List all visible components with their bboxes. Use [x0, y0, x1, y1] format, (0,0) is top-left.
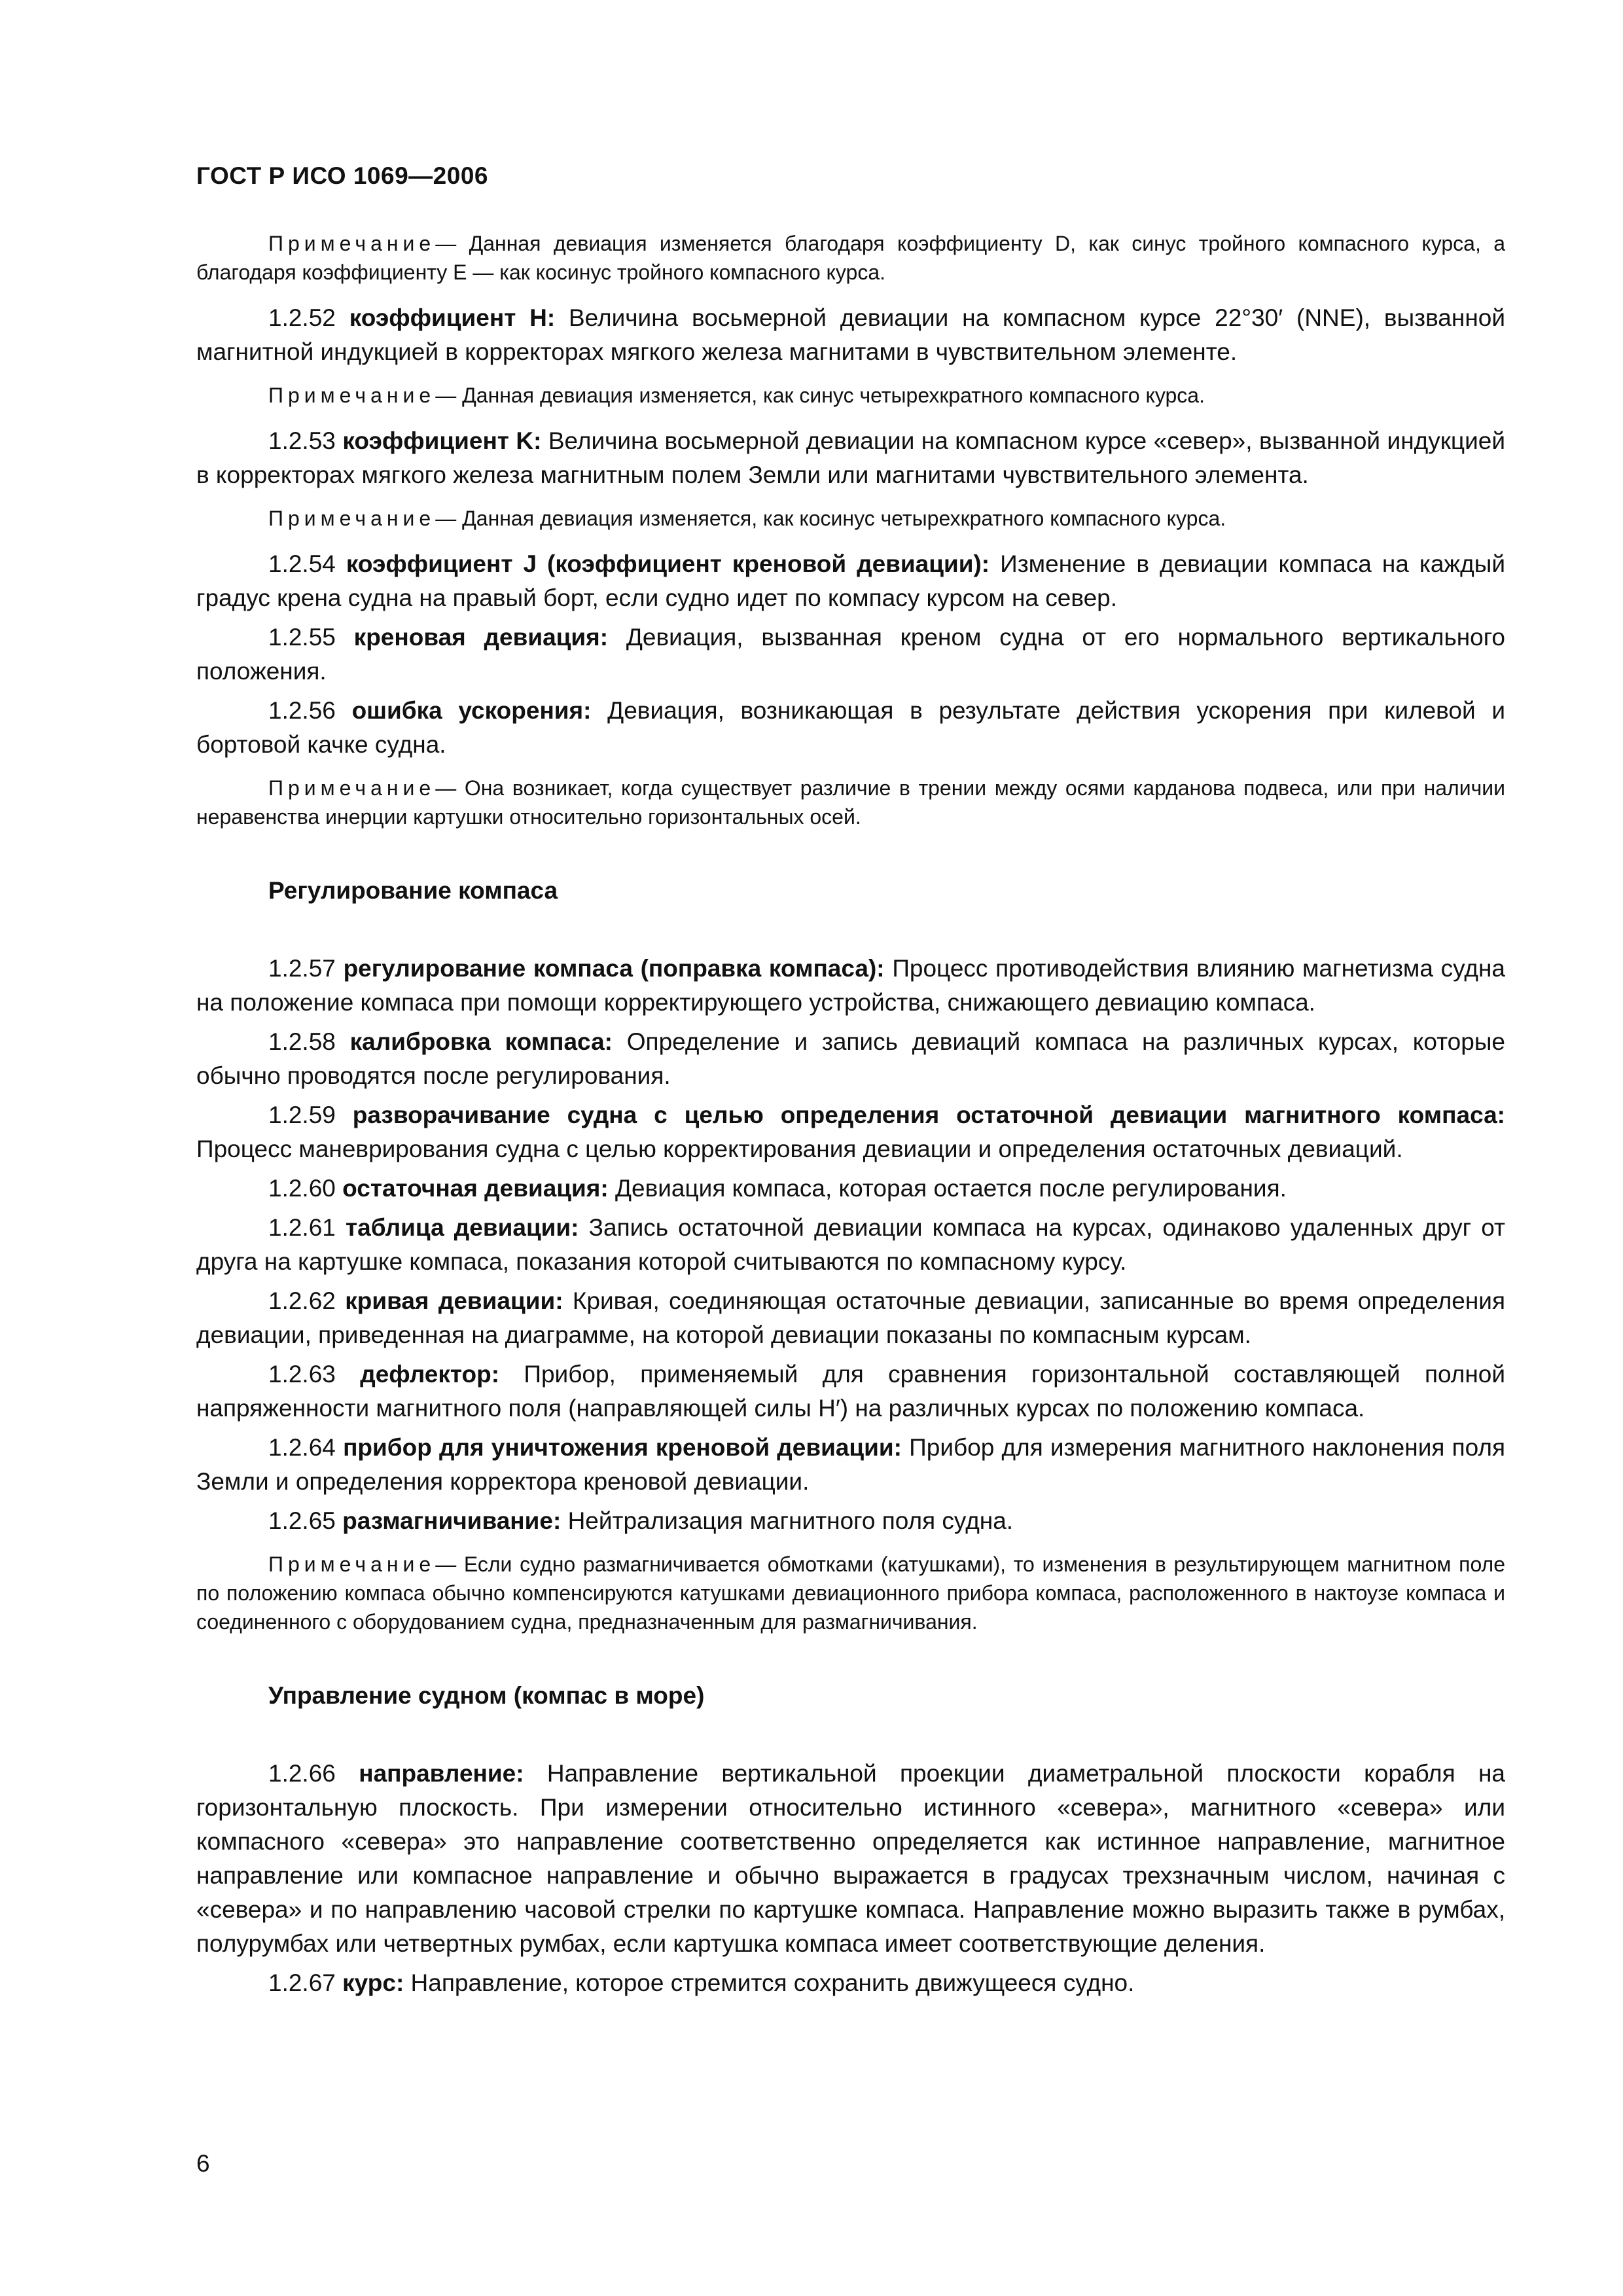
term-paragraph	[196, 1098, 1505, 1166]
note-text: — Данная девиация изменяется, как синус четырехкратного компасного курса.	[435, 384, 1205, 407]
term-definition: Величина восьмерной девиации на компасном курсе «север», вызванной индукцией в корректорах мягкого железа магнитным полем Земли или магнитами чувствительного элемента.	[196, 427, 1506, 488]
term-paragraph	[196, 301, 1505, 369]
term-paragraph	[196, 952, 1505, 1020]
term-paragraph	[196, 1504, 1505, 1538]
term-definition: Прибор для измерения магнитного наклонения поля Земли и определения корректора креновой девиации.	[196, 1434, 1506, 1495]
document-page	[196, 162, 1505, 2005]
note-label: Примечание	[268, 1552, 436, 1576]
note-label: Примечание	[268, 507, 436, 530]
term-name: прибор для уничтожения креновой девиации:	[343, 1434, 902, 1461]
note-label: Примечание	[268, 776, 436, 800]
term-definition: Нейтрализация магнитного поля судна.	[567, 1507, 1014, 1534]
term-name: разворачивание судна с целью определения остаточной девиации магнитного компаса:	[352, 1102, 1506, 1128]
term-definition: Процесс противодействия влиянию магнетизма судна на положение компаса при помощи корректирующего устройства, снижающего девиацию компаса.	[196, 955, 1505, 1016]
term-number: 1.2.54	[268, 550, 336, 577]
term-definition: Кривая, соединяющая остаточные девиации, записанные во время определения девиации, приведенная на диаграмме, на которой девиации показаны по компасным курсам.	[196, 1287, 1506, 1348]
term-name: дефлектор:	[360, 1361, 500, 1388]
note-text: — Данная девиация изменяется благодаря коэффициенту D, как синус тройного компасного курса, а благодаря коэффициенту E — как косинус тройного компасного курса.	[196, 232, 1505, 284]
term-paragraph	[196, 694, 1505, 762]
term-paragraph	[196, 1172, 1505, 1206]
term-definition: Определение и запись девиаций компаса на различных курсах, которые обычно проводятся после регулирования.	[196, 1028, 1505, 1089]
term-number: 1.2.63	[268, 1361, 336, 1388]
term-definition: Прибор, применяемый для сравнения горизонтальной составляющей полной напряженности магнитного поля (направляющей силы H′) на различных курсах по положению компаса.	[196, 1361, 1506, 1422]
term-number: 1.2.52	[268, 304, 336, 331]
term-number: 1.2.61	[268, 1214, 336, 1241]
note	[196, 1550, 1505, 1636]
section-heading: Управление судном (компас в море)	[268, 1682, 705, 1709]
term-paragraph	[196, 424, 1505, 492]
term-name: направление:	[359, 1760, 524, 1787]
term-name: курс:	[342, 1969, 404, 1996]
term-paragraph	[196, 1211, 1505, 1279]
term-number: 1.2.57	[268, 955, 336, 982]
term-definition: Девиация компаса, которая остается после регулирования.	[615, 1175, 1287, 1202]
term-name: калибровка компаса:	[349, 1028, 613, 1055]
page-number: 6	[196, 2150, 210, 2177]
term-number: 1.2.62	[268, 1287, 336, 1314]
document-header: ГОСТ Р ИСО 1069—2006	[196, 162, 488, 189]
term-paragraph	[196, 1025, 1505, 1093]
note-label: Примечание	[268, 232, 436, 255]
term-name: ошибка ускорения:	[351, 697, 592, 724]
term-name: остаточная девиация:	[342, 1175, 609, 1202]
term-number: 1.2.60	[268, 1175, 336, 1202]
note-text: — Она возникает, когда существует различие в трении между осями карданова подвеса, или при наличии неравенства инерции картушки относительно горизонтальных осей.	[196, 776, 1505, 829]
term-definition: Направление, которое стремится сохранить движущееся судно.	[410, 1969, 1135, 1996]
term-name: таблица девиации:	[346, 1214, 579, 1241]
term-definition: Девиация, вызванная креном судна от его нормального вертикального положения.	[196, 624, 1505, 685]
term-number: 1.2.56	[268, 697, 336, 724]
term-paragraph	[196, 547, 1505, 615]
term-number: 1.2.64	[268, 1434, 336, 1461]
term-definition: Запись остаточной девиации компаса на курсах, одинаково удаленных друг от друга на картушке компаса, показания которой считываются по компасному курсу.	[196, 1214, 1505, 1275]
term-definition: Процесс маневрирования судна с целью корректирования девиации и определения остаточных девиаций.	[196, 1136, 1403, 1162]
term-number: 1.2.58	[268, 1028, 336, 1055]
note-text: — Если судно размагничивается обмотками (катушками), то изменения в результирующем магнитном поле по положению компаса обычно компенсируются катушками девиационного прибора компаса, расположенного в нактоузе компаса и соединенного с оборудованием судна, предназначенным для размагничивания.	[196, 1552, 1505, 1634]
note	[196, 774, 1505, 831]
term-paragraph	[196, 1966, 1505, 2000]
term-paragraph	[196, 620, 1505, 689]
term-number: 1.2.59	[268, 1102, 336, 1128]
term-number: 1.2.67	[268, 1969, 336, 1996]
term-name: размагничивание:	[342, 1507, 562, 1534]
term-definition: Направление вертикальной проекции диаметральной плоскости корабля на горизонтальную плоскость. При измерении относительно истинного «севера», магнитного «севера» или компасного «севера» это направление соответственно определяется как истинное направление, магнитное направление или компасное направление и обычно выражается в градусах трехзначным числом, начиная с «севера» и по направлению часовой стрелки по картушке компаса. Направление можно выразить также в румбах, полурумбах или четвертных румбах, если картушка компаса имеет соответствующие деления.	[196, 1760, 1506, 1957]
term-name: регулирование компаса (поправка компаса):	[343, 955, 885, 982]
term-definition: Девиация, возникающая в результате действия ускорения при килевой и бортовой качке судна.	[196, 697, 1506, 758]
term-number: 1.2.53	[268, 427, 336, 454]
note	[196, 229, 1505, 287]
term-name: креновая девиация:	[353, 624, 609, 651]
term-number: 1.2.66	[268, 1760, 336, 1787]
note	[196, 381, 1505, 410]
term-paragraph	[196, 1757, 1505, 1961]
section-heading: Регулирование компаса	[268, 877, 558, 904]
term-number: 1.2.55	[268, 624, 336, 651]
term-definition: Величина восьмерной девиации на компасном курсе 22°30′ (NNE), вызванной магнитной индукцией в корректорах мягкого железа магнитами в чувствительном элементе.	[196, 304, 1506, 365]
term-name: коэффициент K:	[342, 427, 542, 454]
term-number: 1.2.65	[268, 1507, 336, 1534]
term-name: кривая девиации:	[345, 1287, 563, 1314]
term-definition: Изменение в девиации компаса на каждый градус крена судна на правый борт, если судно идет по компасу курсом на север.	[196, 550, 1506, 611]
term-paragraph	[196, 1431, 1505, 1499]
term-name: коэффициент H:	[349, 304, 556, 331]
note-label: Примечание	[268, 384, 436, 407]
note	[196, 504, 1505, 533]
term-paragraph	[196, 1284, 1505, 1352]
term-name: коэффициент J (коэффициент креновой девиации):	[346, 550, 990, 577]
term-paragraph	[196, 1357, 1505, 1426]
note-text: — Данная девиация изменяется, как косинус четырехкратного компасного курса.	[435, 507, 1226, 530]
